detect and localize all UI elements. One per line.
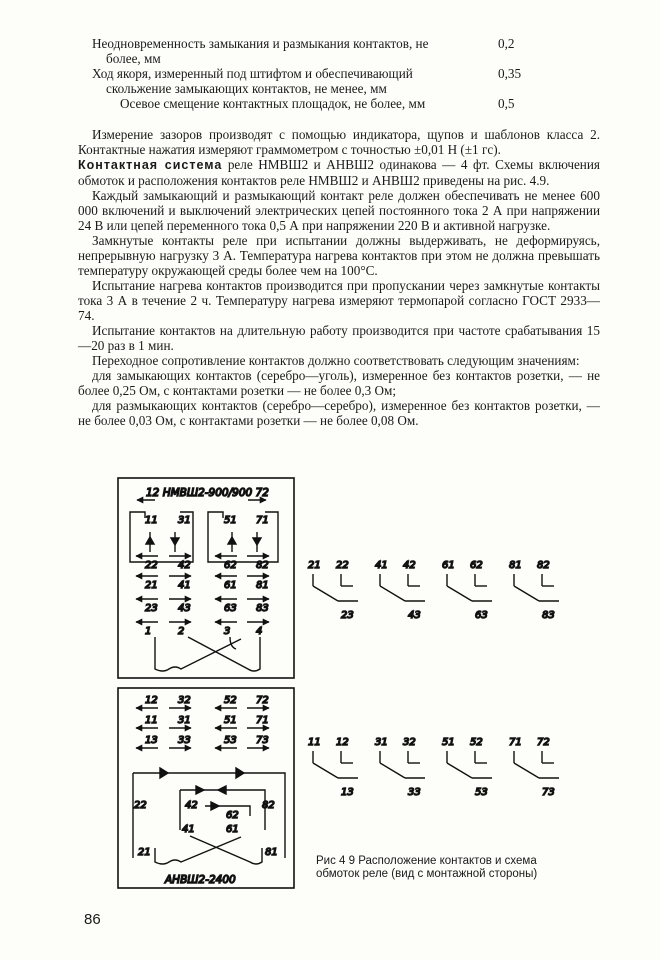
contact-symbol (509, 737, 559, 798)
contact-label: 41 (178, 580, 191, 591)
contact-label: 72 (256, 695, 269, 706)
inner-label: 21 (138, 847, 151, 858)
contact-label: 23 (145, 603, 158, 614)
paragraph: для размыкающих контактов (серебро—серебро), измеренное без контактов розетки, — не более 0,03 Ом, с контактами розетки — не более 0,08 Ом. (78, 398, 600, 428)
spec-list (92, 36, 532, 111)
contact-label: 83 (542, 610, 555, 621)
contact-label: 81 (509, 560, 522, 571)
inner-label: 22 (134, 800, 147, 811)
inner-label: 82 (262, 800, 275, 811)
contact-label: 53 (224, 735, 237, 746)
contact-label: 21 (308, 560, 321, 571)
contact-label: 73 (542, 787, 555, 798)
spec-value: 0,2 (498, 36, 515, 51)
paragraph (78, 157, 600, 188)
contact-label: 43 (408, 610, 421, 621)
spec-cont: более, мм (106, 51, 161, 66)
contact-label: 71 (256, 515, 269, 526)
contact-label: 2 (178, 626, 185, 637)
contact-label: 3 (224, 626, 231, 637)
contact-symbol (442, 737, 492, 798)
contact-label: 61 (224, 580, 237, 591)
inner-label: 42 (185, 800, 198, 811)
contact-label: 11 (145, 515, 158, 526)
contact-label: 31 (375, 737, 388, 748)
paragraph: Измерение зазоров производят с помощью индикатора, щупов и шаблонов класса 2. Контактные нажатия измеряют граммометром с точностью ±0,01 Н (±1 гс). (78, 127, 600, 157)
contact-label: 81 (256, 580, 269, 591)
relay-top-title: 12 НМВШ2-900/900 72 (146, 487, 269, 499)
contact-label: 1 (145, 626, 152, 637)
contact-label: 23 (341, 610, 354, 621)
contact-label: 73 (256, 735, 269, 746)
contact-label: 42 (178, 560, 191, 571)
contact-label: 52 (470, 737, 483, 748)
contact-symbol (509, 560, 559, 621)
inner-label: 81 (265, 847, 278, 858)
contact-label: 11 (308, 737, 321, 748)
inner-label: 41 (182, 824, 195, 835)
paragraph-text: реле НМВШ2 и АНВШ2 одинакова — 4 фт. Схемы включения обмоток и расположения контактов реле НМВШ2 и АНВШ2 приведены на рис. 4.9. (78, 157, 600, 188)
contact-label: 22 (336, 560, 349, 571)
contact-symbol (375, 737, 425, 798)
contact-label: 83 (256, 603, 269, 614)
spec-text: Осевое смещение контактных площадок, не более, мм (120, 96, 426, 111)
relay-bottom-title: АНВШ2-2400 (165, 874, 236, 886)
spec-text: Ход якоря, измеренный под штифтом и обеспечивающий (92, 66, 413, 81)
contact-label: 63 (475, 610, 488, 621)
paragraph: Замкнутые контакты реле при испытании должны выдерживать, не деформируясь, непрерывную нагрузку 3 А. Температура нагрева контактов при этом не должна превышать температуру окружающей среды более чем на 100°С. (78, 233, 600, 278)
spec-value: 0,5 (498, 96, 515, 111)
contact-group-a (308, 560, 559, 621)
paragraph: для замыкающих контактов (серебро—уголь), измеренное без контактов розетки, — не более 0,25 Ом, с контактами розетки — не более 0,3 Ом; (78, 368, 600, 398)
contact-label: 42 (403, 560, 416, 571)
paragraph: Переходное сопротивление контактов должно соответствовать следующим значениям: (92, 353, 580, 368)
inner-label: 62 (226, 810, 239, 821)
spec-text: Неодновременность замыкания и размыкания контактов, не (92, 36, 429, 51)
contact-symbol (308, 737, 358, 798)
contact-label: 72 (537, 737, 550, 748)
contact-label: 33 (178, 735, 191, 746)
contact-label: 63 (224, 603, 237, 614)
contact-label: 51 (224, 715, 237, 726)
spec-value: 0,35 (498, 66, 522, 81)
spec-row (92, 96, 532, 111)
spec-cont: скольжение замыкающих контактов, не менее, мм (106, 81, 387, 96)
paragraph: Каждый замыкающий и размыкающий контакт реле должен обеспечивать не менее 600 000 включений и выключений электрических цепей постоянного тока 2 А при напряжении 24 В или цепей переменного тока 0,5 А при напряжении 220 В и активной нагрузке. (78, 188, 600, 233)
contact-label: 71 (256, 715, 269, 726)
relay-bottom-diagram (118, 688, 294, 888)
paragraph: Испытание нагрева контактов производится при пропускании через замкнутые контакты тока 3 А в течение 2 ч. Температуру нагрева измеряют термопарой согласно ГОСТ 2933—74. (78, 278, 600, 323)
inner-label: 61 (226, 824, 239, 835)
contact-label: 13 (341, 787, 354, 798)
contact-label: 82 (256, 560, 269, 571)
contact-label: 51 (442, 737, 455, 748)
contact-label: 41 (375, 560, 388, 571)
contact-label: 32 (178, 695, 191, 706)
contact-label: 13 (145, 735, 158, 746)
contact-label: 71 (509, 737, 522, 748)
contact-symbol (442, 560, 492, 621)
contact-label: 82 (537, 560, 550, 571)
contact-label: 12 (145, 695, 158, 706)
contact-label: 22 (145, 560, 158, 571)
paragraph: Испытание контактов на длительную работу производится при частоте срабатывания 15—20 раз в 1 мин. (78, 323, 600, 353)
contact-group-b (308, 737, 559, 798)
contact-symbol (308, 560, 358, 621)
figure-caption: Рис 4 9 Расположение контактов и схема обмоток реле (вид с монтажной стороны) (316, 855, 538, 880)
contact-label: 4 (256, 626, 263, 637)
contact-label: 11 (145, 715, 158, 726)
contact-label: 51 (224, 515, 237, 526)
contact-label: 12 (336, 737, 349, 748)
relay-top-diagram (118, 478, 294, 678)
page-number: 86 (84, 911, 101, 928)
contact-label: 31 (178, 715, 191, 726)
contact-label: 33 (408, 787, 421, 798)
spec-row (92, 66, 532, 81)
paragraph-heading: Контактная система (78, 158, 223, 172)
contact-label: 53 (475, 787, 488, 798)
contact-label: 21 (145, 580, 158, 591)
contact-label: 32 (403, 737, 416, 748)
contact-label: 62 (470, 560, 483, 571)
body-text (78, 127, 600, 428)
contact-label: 52 (224, 695, 237, 706)
contact-label: 62 (224, 560, 237, 571)
contact-label: 31 (178, 515, 191, 526)
spec-row (92, 36, 532, 51)
contact-label: 61 (442, 560, 455, 571)
contact-label: 43 (178, 603, 191, 614)
contact-symbol (375, 560, 425, 621)
